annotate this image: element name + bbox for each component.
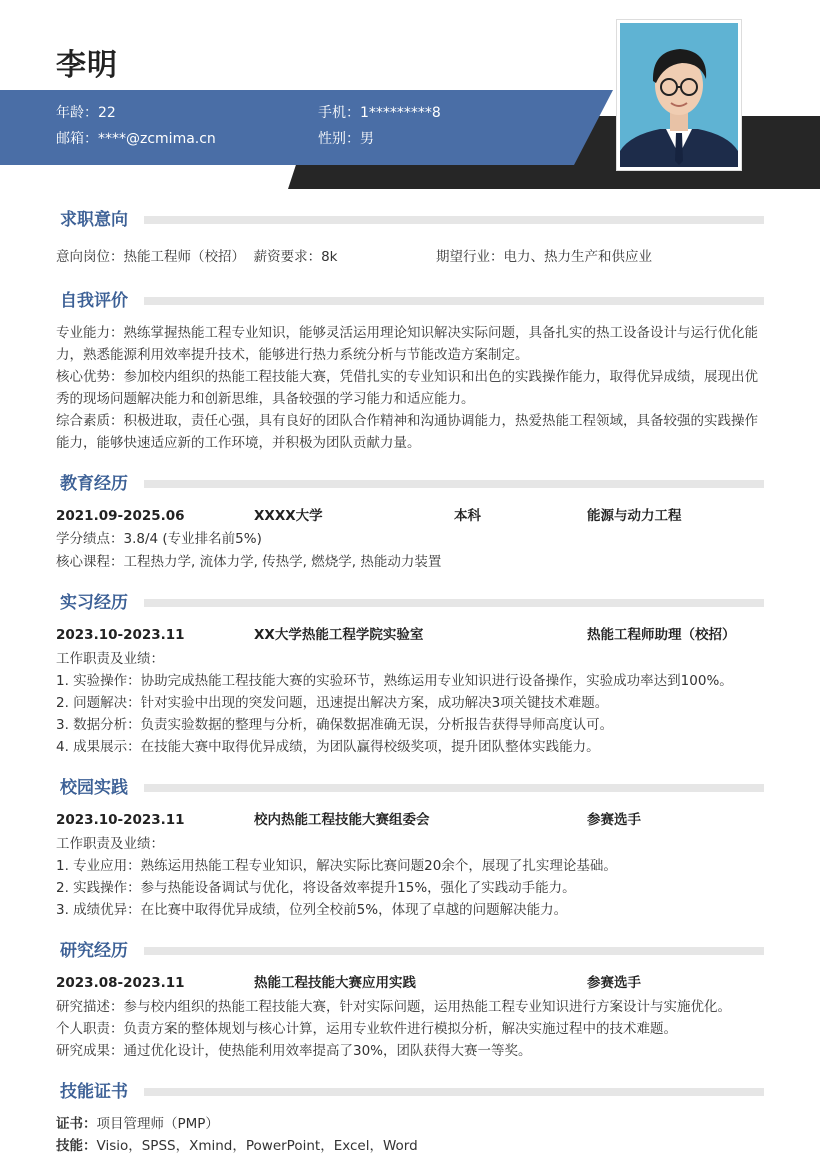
section-title: 实习经历 <box>60 591 140 615</box>
intent-industry: 期望行业：电力、热力生产和供应业 <box>436 249 652 265</box>
intern-item: 3. 数据分析：负责实验数据的整理与分析，确保数据准确无误，分析报告获得导师高度认可。 <box>56 717 614 733</box>
intern-org: XX大学热能工程学院实验室 <box>254 627 424 643</box>
section-divider <box>144 1088 764 1096</box>
self-item: 核心优势：参加校内组织的热能工程技能大赛，凭借扎实的专业知识和出色的实践操作能力，取得优异成绩，展现出优秀的现场问题解决能力和创新思维，具备较强的学习能力和适应能力。 <box>56 369 758 407</box>
section-title: 求职意向 <box>60 208 140 232</box>
section-divider <box>144 599 764 607</box>
section-title: 校园实践 <box>60 776 140 800</box>
self-item: 综合素质：积极进取，责任心强，具有良好的团队合作精神和沟通协调能力，热爱热能工程领域，具备较强的实践操作能力，能够快速适应新的工作环境，并积极为团队贡献力量。 <box>56 413 758 451</box>
gender-info: 性别：男 <box>318 131 374 147</box>
research-item: 研究成果：通过优化设计，使热能利用效率提高了30%，团队获得大赛一等奖。 <box>56 1043 532 1059</box>
age-info: 年龄：22 <box>56 105 116 121</box>
section-header-intern <box>60 591 764 615</box>
section-header-skills <box>60 1080 764 1104</box>
edu-row <box>56 505 766 527</box>
section-title: 研究经历 <box>60 939 140 963</box>
section-title: 技能证书 <box>60 1080 140 1104</box>
section-divider <box>144 297 764 305</box>
skill-value: Visio，SPSS，Xmind，PowerPoint，Excel，Word <box>96 1138 418 1154</box>
campus-sub: 工作职责及业绩： <box>56 836 164 852</box>
campus-item: 1. 专业应用：熟练运用热能工程专业知识，解决实际比赛问题20余个，展现了扎实理论基础。 <box>56 858 617 874</box>
section-header-intent <box>60 208 764 232</box>
campus-item: 3. 成绩优异：在比赛中取得优异成绩，位列全校前5%，体现了卓越的问题解决能力。 <box>56 902 568 918</box>
intern-date: 2023.10-2023.11 <box>56 627 185 643</box>
email-info: 邮箱：****@zcmima.cn <box>56 131 216 147</box>
research-role: 参赛选手 <box>587 975 641 991</box>
section-title: 自我评价 <box>60 289 140 313</box>
edu-date: 2021.09-2025.06 <box>56 508 185 524</box>
section-divider <box>144 947 764 955</box>
section-title: 教育经历 <box>60 472 140 496</box>
research-org: 热能工程技能大赛应用实践 <box>254 975 416 991</box>
edu-courses: 核心课程：工程热力学, 流体力学, 传热学, 燃烧学, 热能动力装置 <box>56 554 442 570</box>
campus-row <box>56 809 766 831</box>
research-date: 2023.08-2023.11 <box>56 975 185 991</box>
intern-item: 4. 成果展示：在技能大赛中取得优异成绩，为团队赢得校级奖项，提升团队整体实践能力。 <box>56 739 600 755</box>
self-item: 专业能力：熟练掌握热能工程专业知识，能够灵活运用理论知识解决实际问题，具备扎实的热工设备设计与运行优化能力，熟悉能源利用效率提升技术，能够进行热力系统分析与节能改造方案制定。 <box>56 325 758 363</box>
intent-position: 意向岗位：热能工程师（校招） <box>56 249 245 265</box>
research-item: 个人职责：负责方案的整体规划与核心计算，运用专业软件进行模拟分析，解决实施过程中的技术难题。 <box>56 1021 677 1037</box>
intern-item: 2. 问题解决：针对实验中出现的突发问题，迅速提出解决方案，成功解决3项关键技术难题。 <box>56 695 609 711</box>
campus-org: 校内热能工程技能大赛组委会 <box>254 812 430 828</box>
campus-role: 参赛选手 <box>587 812 641 828</box>
skill-label: 技能： <box>56 1138 97 1154</box>
section-divider <box>144 784 764 792</box>
edu-major: 能源与动力工程 <box>587 508 682 524</box>
cert-label: 证书： <box>56 1116 97 1132</box>
section-header-campus <box>60 776 764 800</box>
edu-degree: 本科 <box>454 508 481 524</box>
intern-details <box>56 648 766 758</box>
edu-school: XXXX大学 <box>254 508 323 524</box>
campus-details <box>56 833 766 921</box>
section-header-edu <box>60 472 764 496</box>
intent-line <box>56 246 766 268</box>
candidate-name: 李明 <box>56 48 118 83</box>
portrait-image <box>620 23 738 167</box>
research-row <box>56 972 766 994</box>
section-header-research <box>60 939 764 963</box>
section-divider <box>144 216 764 224</box>
campus-item: 2. 实践操作：参与热能设备调试与优化，将设备效率提升15%，强化了实践动手能力。 <box>56 880 576 896</box>
intent-salary: 薪资要求：8k <box>253 249 338 265</box>
cert-value: 项目管理师（PMP） <box>96 1116 219 1132</box>
campus-date: 2023.10-2023.11 <box>56 812 185 828</box>
intern-role: 热能工程师助理（校招） <box>587 627 736 643</box>
intern-sub: 工作职责及业绩： <box>56 651 164 667</box>
phone-info: 手机：1*********8 <box>318 105 441 121</box>
intern-row <box>56 624 766 646</box>
self-evaluation <box>56 322 766 454</box>
edu-gpa: 学分绩点：3.8/4 (专业排名前5%) <box>56 531 262 547</box>
research-details <box>56 996 766 1062</box>
section-divider <box>144 480 764 488</box>
profile-photo <box>617 20 741 170</box>
intern-item: 1. 实验操作：协助完成热能工程技能大赛的实验环节，熟练运用专业知识进行设备操作，实验成功率达到100%。 <box>56 673 733 689</box>
skill-line <box>56 1135 766 1157</box>
research-item: 研究描述：参与校内组织的热能工程技能大赛，针对实际问题，运用热能工程专业知识进行方案设计与实施优化。 <box>56 999 731 1015</box>
cert-line <box>56 1113 766 1135</box>
section-header-self <box>60 289 764 313</box>
